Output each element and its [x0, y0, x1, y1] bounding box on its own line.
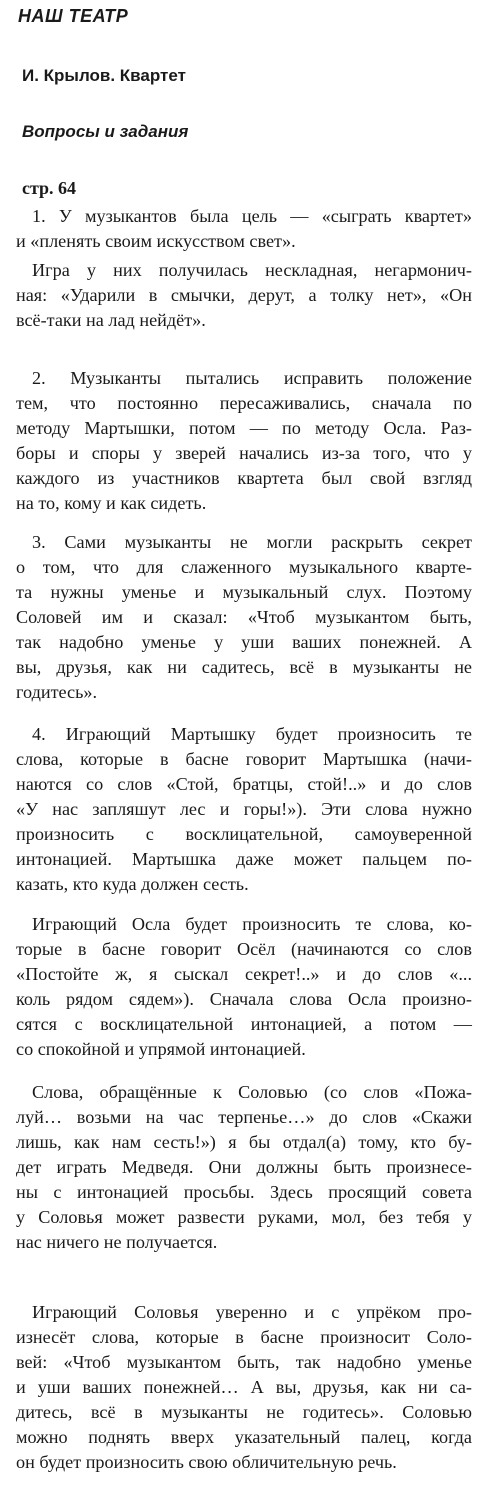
text-line: торые в басне говорит Осёл (начинаются со слов — [16, 939, 472, 959]
page-reference: стр. 64 — [22, 178, 77, 198]
answer-paragraph — [16, 912, 472, 1062]
text-line: боры и споры у зверей начались из-за того, что у — [16, 443, 472, 463]
text-line: ная: «Ударили в смычки, дерут, а толку нет», «Он — [16, 285, 472, 305]
text-line: ны с интонацией просьбы. Здесь просящий совета — [16, 1182, 472, 1202]
text-line: методу Мартышки, потом — по методу Осла. Раз- — [16, 418, 472, 438]
text-line: та нужны уменье и музыкальный слух. Поэтому — [16, 582, 472, 602]
answer-paragraph — [16, 1080, 472, 1255]
answer-paragraph — [16, 204, 472, 254]
answer-paragraph — [16, 1300, 472, 1475]
text-line: каждого из участников квартета был свой взгляд — [16, 468, 472, 488]
text-line: коль рядом сядем»). Сначала слова Осла произно- — [16, 989, 472, 1009]
text-line: луй… возьми на час терпенье…» до слов «Скажи — [16, 1107, 472, 1127]
text-line: можно поднять вверх указательный палец, когда — [16, 1427, 472, 1447]
text-line: слова, которые в басне говорит Мартышка (начи- — [16, 749, 472, 769]
text-line: он будет произносить свою обличительную речь. — [16, 1452, 397, 1472]
text-line: сятся с восклицательной интонацией, а потом — — [16, 1014, 472, 1034]
text-line: интонацией. Мартышка даже может пальцем по- — [16, 849, 472, 869]
text-line: лишь, как нам сесть!») я бы отдал(а) тому, кто бу- — [16, 1132, 472, 1152]
answer-paragraph — [16, 258, 472, 333]
text-line: 2. Музыканты пытались исправить положение — [32, 368, 472, 388]
text-line: тем, что постоянно пересаживались, сначала по — [16, 393, 472, 413]
text-line: 3. Сами музыканты не могли раскрыть секрет — [32, 532, 472, 552]
text-line: Играющий Осла будет произносить те слова, ко- — [32, 914, 472, 934]
text-line: произносить с восклицательной, самоуверенной — [16, 824, 472, 844]
text-line: годитесь». — [16, 682, 98, 702]
text-line: наются со слов «Стой, братцы, стой!..» и до слов — [16, 774, 472, 794]
answer-paragraph — [16, 722, 472, 897]
work-title: И. Крылов. Квартет — [22, 66, 186, 85]
text-line: казать, кто куда должен сесть. — [16, 874, 249, 894]
text-line: «Постойте ж, я сыскал секрет!..» и до слов «... — [16, 964, 472, 984]
text-line: дитесь, всё в музыканты не годитесь». Соловью — [16, 1402, 472, 1422]
text-line: Играющий Соловья уверенно и с упрёком про- — [32, 1302, 472, 1322]
text-line: Соловей им и сказал: «Чтоб музыкантом быть, — [16, 607, 472, 627]
text-line: 1. У музыкантов была цель — «сыграть квартет» — [32, 206, 472, 226]
questions-heading: Вопросы и задания — [22, 122, 189, 141]
text-line: нас ничего не получается. — [16, 1232, 218, 1252]
text-line: на то, кому и как сидеть. — [16, 493, 207, 513]
text-line: Игра у них получилась нескладная, негармонич- — [32, 260, 472, 280]
answer-paragraph — [16, 530, 472, 705]
text-line: со спокойной и упрямой интонацией. — [16, 1039, 306, 1059]
text-line: дет играть Медведя. Они должны быть произнесе- — [16, 1157, 472, 1177]
text-line: так надобно уменье у уши ваших понежней. А — [16, 632, 472, 652]
text-line: и уши ваших понежней… А вы, друзья, как ни са- — [16, 1377, 472, 1397]
text-line: вей: «Чтоб музыкантом быть, так надобно уменье — [16, 1352, 472, 1372]
text-line: вы, друзья, как ни садитесь, всё в музыканты не — [16, 657, 472, 677]
text-line: изнесёт слова, которые в басне произносит Соло- — [16, 1327, 472, 1347]
text-line: всё-таки на лад нейдёт». — [16, 310, 206, 330]
section-title: НАШ ТЕАТР — [18, 6, 129, 26]
text-line: Слова, обращённые к Соловью (со слов «Пожа- — [32, 1082, 472, 1102]
answer-paragraph — [16, 366, 472, 516]
text-line: и «пленять своим искусством свет». — [16, 231, 296, 251]
text-line: 4. Играющий Мартышку будет произносить те — [32, 724, 472, 744]
text-line: о том, что для слаженного музыкального кварте- — [16, 557, 472, 577]
text-line: «У нас запляшут лес и горы!»). Эти слова нужно — [16, 799, 472, 819]
text-line: у Соловья может развести руками, мол, без тебя у — [16, 1207, 472, 1227]
